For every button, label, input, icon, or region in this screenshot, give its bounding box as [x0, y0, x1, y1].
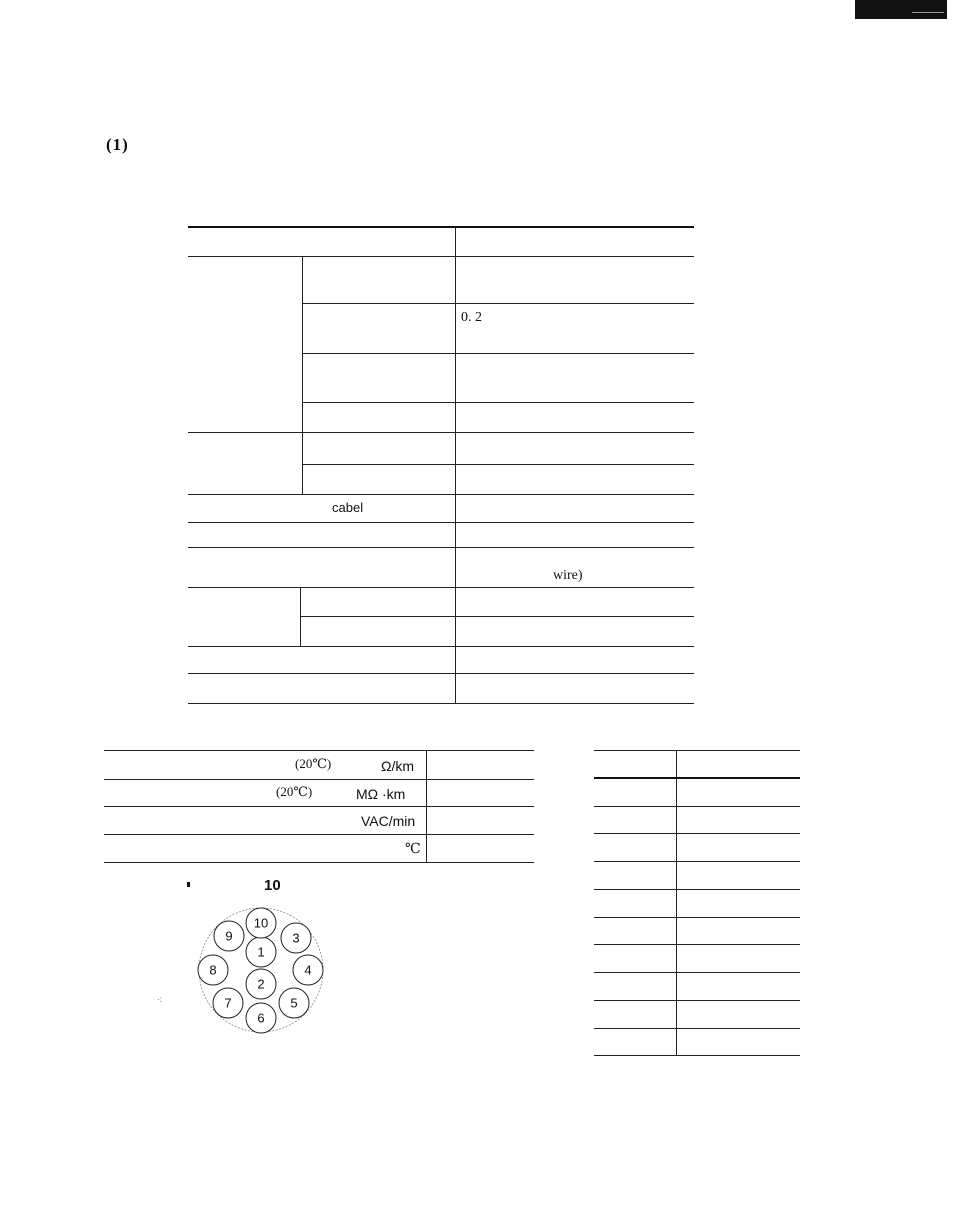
core-table-rule: [594, 972, 800, 973]
core-5-label: 5: [290, 995, 298, 1011]
core-1-label: 1: [257, 944, 265, 960]
core-table-rule: [594, 861, 800, 862]
spec-table-rule: [188, 432, 694, 433]
electrical-table-rule: [104, 806, 534, 807]
spec-table-rule: [188, 646, 694, 647]
electrical-table-rule: [104, 862, 534, 863]
core-table-header-rule: [594, 777, 800, 779]
spec-table-rule: [188, 547, 694, 548]
voltage-unit: VAC/min: [361, 813, 416, 829]
core-table-rule: [594, 1000, 800, 1001]
spec-table-rule: [302, 402, 694, 403]
spec-table-top-rule: [188, 226, 694, 228]
core-10-label: 10: [253, 915, 269, 931]
core-table-rule: [594, 806, 800, 807]
temperature-unit: ℃: [405, 842, 421, 857]
corner-mark: [855, 0, 947, 19]
spec-table-rule: [188, 587, 694, 588]
spec-cell-value: 0. 2: [461, 310, 482, 325]
electrical-table-rule: [104, 750, 534, 751]
core-9-label: 9: [225, 928, 233, 944]
insulation-condition: (20℃): [276, 784, 313, 799]
corner-mark-dash: [912, 12, 944, 13]
section-number: (1): [106, 135, 129, 154]
electrical-table-divider: [426, 750, 427, 862]
core-8-label: 8: [209, 962, 217, 978]
core-count-label: 10: [264, 877, 281, 894]
core-3-label: 3: [292, 930, 300, 946]
core-2-label: 2: [257, 976, 265, 992]
core-table-divider: [676, 750, 677, 1055]
spec-table-rule: [302, 353, 694, 354]
scan-speck: ·:: [157, 995, 162, 1004]
core-table-rule: [594, 944, 800, 945]
resistance-unit: Ω/km: [381, 758, 415, 774]
core-6-label: 6: [257, 1010, 265, 1026]
core-table-rule: [594, 889, 800, 890]
core-4-label: 4: [304, 962, 312, 978]
core-table-rule: [594, 833, 800, 834]
spec-table-rule: [188, 256, 694, 257]
cable-cross-section-diagram: [188, 890, 348, 1050]
bullet-mark: [187, 882, 190, 887]
spec-table-rule: [302, 303, 694, 304]
spec-cell-value: wire): [553, 568, 583, 583]
spec-table-rule: [188, 673, 694, 674]
insulation-unit: MΩ ·km: [356, 786, 406, 802]
spec-table-subgroup-divider: [300, 587, 301, 646]
spec-table-rule: [188, 494, 694, 495]
core-table-rule: [594, 1028, 800, 1029]
spec-table-rule: [300, 616, 694, 617]
spec-table-value-divider: [455, 227, 456, 703]
electrical-table-rule: [104, 834, 534, 835]
spec-cell-label: cabel: [332, 500, 364, 515]
spec-table-rule: [188, 522, 694, 523]
spec-table-bottom-rule: [188, 703, 694, 704]
resistance-condition: (20℃): [295, 756, 332, 771]
electrical-table-rule: [104, 779, 534, 780]
core-table-rule: [594, 917, 800, 918]
core-table-bottom-rule: [594, 1055, 800, 1056]
core-7-label: 7: [224, 995, 232, 1011]
spec-table-subgroup-divider: [302, 257, 303, 494]
core-table-top-rule: [594, 750, 800, 751]
spec-table-rule: [302, 464, 694, 465]
